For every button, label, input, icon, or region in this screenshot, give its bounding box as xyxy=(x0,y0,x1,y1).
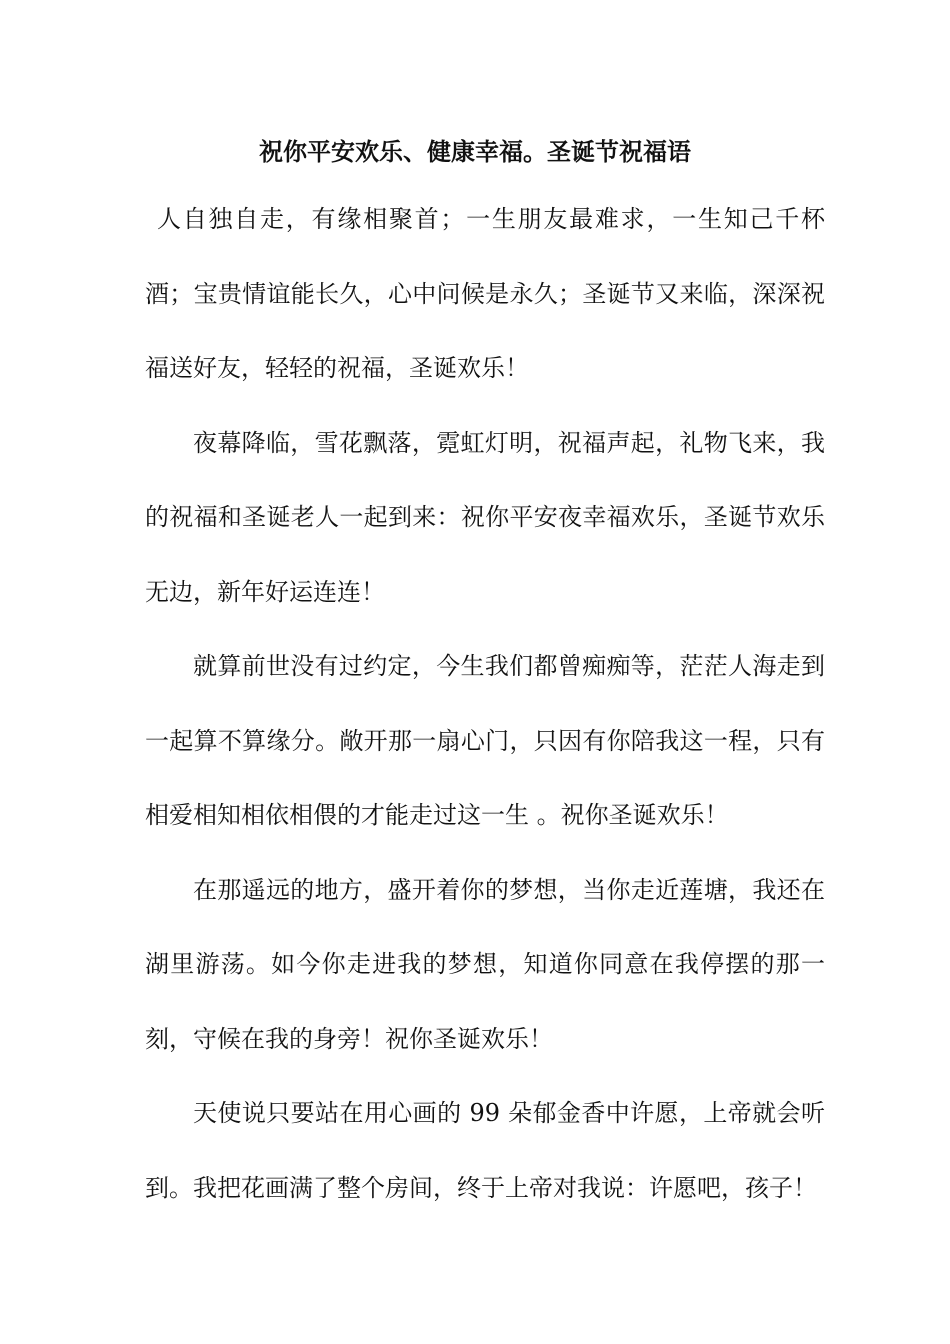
paragraph-4: 在那遥远的地方，盛开着你的梦想，当你走近莲塘，我还在湖里游荡。如今你走进我的梦想，知道你同意在我停摆的那一刻，守候在我的身旁！祝你圣诞欢乐！ xyxy=(145,875,825,1053)
document-title: 祝你平安欢乐、健康幸福。圣诞节祝福语 xyxy=(259,137,691,166)
paragraph-3: 就算前世没有过约定，今生我们都曾痴痴等，茫茫人海走到一起算不算缘分。敞开那一扇心门，只因有你陪我这一程，只有相爱相知相依相偎的才能走过这一生 。祝你圣诞欢乐！ xyxy=(145,652,825,829)
paragraph-2: 夜幕降临，雪花飘落，霓虹灯明，祝福声起，礼物飞来，我的祝福和圣诞老人一起到来：祝你平安夜幸福欢乐，圣诞节欢乐无边，新年好运连连！ xyxy=(145,428,825,606)
paragraph-1: 人自独自走，有缘相聚首；一生朋友最难求，一生知己千杯酒；宝贵情谊能长久，心中问候是永久；圣诞节又来临，深深祝福送好友，轻轻的祝福，圣诞欢乐！ xyxy=(145,205,825,382)
paragraph-5: 天使说只要站在用心画的 99 朵郁金香中许愿，上帝就会听到。我把花画满了整个房间，终于上帝对我说：许愿吧，孩子！ xyxy=(145,1099,825,1202)
document-body xyxy=(145,182,825,1225)
